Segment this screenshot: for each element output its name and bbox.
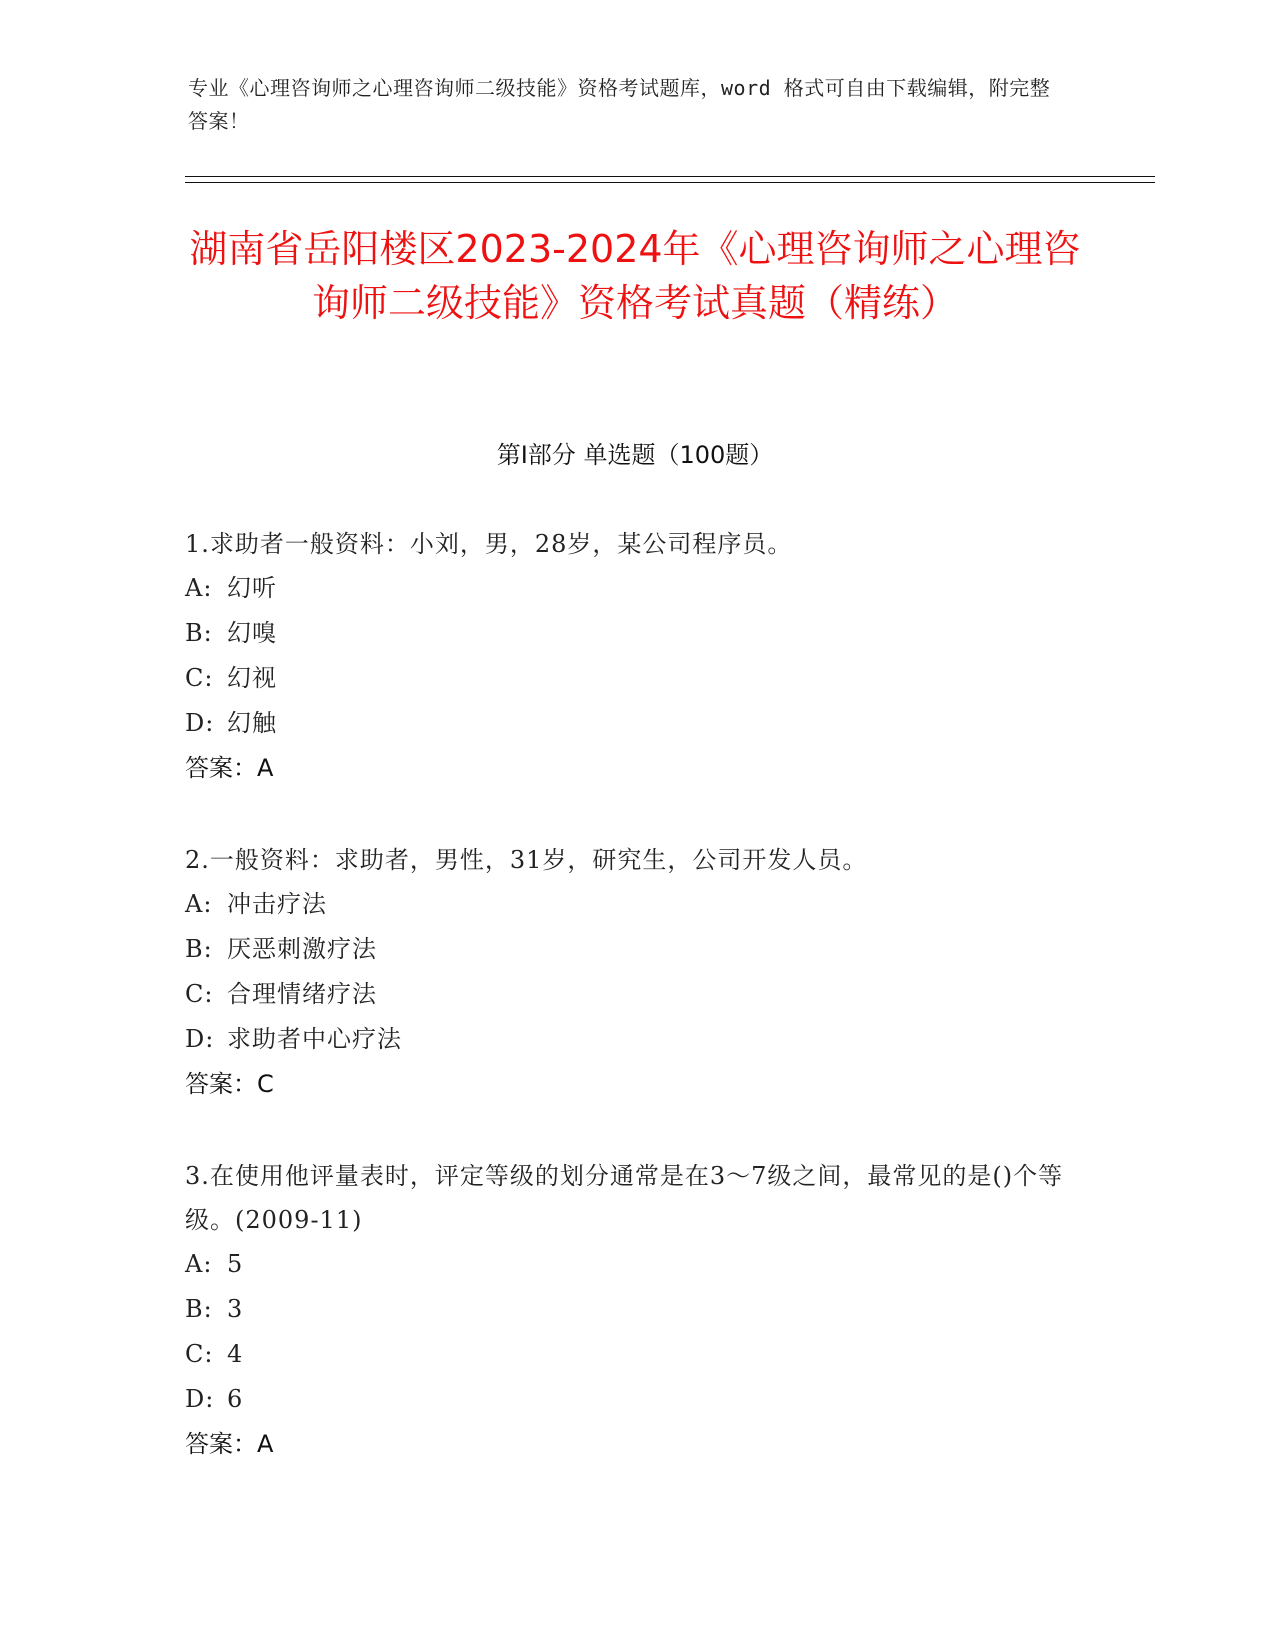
- option-d: [185, 1017, 1085, 1062]
- option-text: 3: [227, 1295, 244, 1323]
- option-b: [185, 1287, 1085, 1332]
- question-stem: 1.求助者一般资料：小刘，男，28岁，某公司程序员。: [185, 530, 793, 558]
- header-divider-top: [185, 176, 1155, 177]
- option-a: [185, 566, 1085, 611]
- option-text: 幻听: [227, 574, 277, 602]
- option-key: D:: [185, 709, 215, 737]
- question-stem: 3.在使用他评量表时，评定等级的划分通常是在3～7级之间，最常见的是()个等级。(2009-11): [185, 1162, 1064, 1234]
- option-key: A:: [185, 574, 213, 602]
- option-a: [185, 1242, 1085, 1287]
- question-item: [185, 838, 1085, 1106]
- document-title: 湖南省岳阳楼区2023-2024年《心理咨询师之心理咨询师二级技能》资格考试真题（精练）: [189, 227, 1081, 325]
- option-key: C:: [185, 664, 214, 692]
- option-d: [185, 701, 1085, 746]
- option-text: 幻视: [227, 664, 277, 692]
- answer-line: 答案：C: [185, 1070, 274, 1098]
- option-b: [185, 927, 1085, 972]
- option-key: A:: [185, 890, 213, 918]
- option-c: [185, 972, 1085, 1017]
- question-item: [185, 522, 1085, 790]
- option-text: 幻触: [227, 709, 277, 737]
- option-c: [185, 656, 1085, 701]
- option-key: B:: [185, 1295, 213, 1323]
- option-a: [185, 882, 1085, 927]
- option-text: 幻嗅: [227, 619, 277, 647]
- section-heading: 第Ⅰ部分 单选题（100题）: [496, 441, 774, 469]
- header-note: 专业《心理咨询师之心理咨询师二级技能》资格考试题库，word 格式可自由下载编辑，附完整答案！: [188, 76, 1051, 133]
- option-b: [185, 611, 1085, 656]
- option-text: 厌恶刺激疗法: [227, 935, 377, 963]
- question-item: [185, 1154, 1085, 1466]
- answer-line: 答案：A: [185, 754, 274, 782]
- option-key: D:: [185, 1025, 215, 1053]
- option-key: D:: [185, 1385, 215, 1413]
- option-c: [185, 1332, 1085, 1377]
- option-d: [185, 1377, 1085, 1422]
- option-key: C:: [185, 980, 214, 1008]
- option-text: 冲击疗法: [227, 890, 327, 918]
- answer-line: 答案：A: [185, 1430, 274, 1458]
- option-key: C:: [185, 1340, 214, 1368]
- option-key: B:: [185, 619, 213, 647]
- option-key: A:: [185, 1250, 213, 1278]
- question-stem: 2.一般资料：求助者，男性，31岁，研究生，公司开发人员。: [185, 846, 868, 874]
- option-text: 6: [227, 1385, 244, 1413]
- option-text: 求助者中心疗法: [227, 1025, 402, 1053]
- option-text: 4: [227, 1340, 244, 1368]
- option-text: 合理情绪疗法: [227, 980, 377, 1008]
- option-key: B:: [185, 935, 213, 963]
- header-divider-bottom: [185, 182, 1155, 183]
- option-text: 5: [227, 1250, 244, 1278]
